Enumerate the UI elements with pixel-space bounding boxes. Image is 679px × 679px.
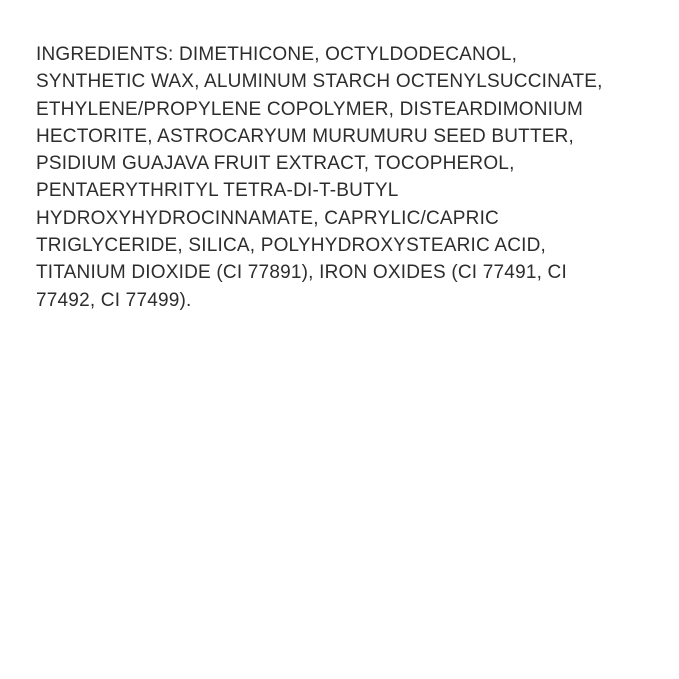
ingredients-line: TITANIUM DIOXIDE (CI 77891), IRON OXIDES (CI 77491, CI — [36, 262, 567, 284]
ingredients-line: SYNTHETIC WAX, ALUMINUM STARCH OCTENYLSUCCINATE, — [36, 71, 603, 93]
ingredients-line: INGREDIENTS: DIMETHICONE, OCTYLDODECANOL, — [36, 44, 518, 65]
ingredients-line: HYDROXYHYDROCINNAMATE, CAPRYLIC/CAPRIC — [36, 207, 499, 229]
ingredients-line: PSIDIUM GUAJAVA FRUIT EXTRACT, TOCOPHEROL, — [36, 153, 515, 175]
ingredients-line: HECTORITE, ASTROCARYUM MURUMURU SEED BUTTER, — [36, 125, 575, 147]
ingredients-line: TRIGLYCERIDE, SILICA, POLYHYDROXYSTEARIC ACID, — [36, 235, 547, 257]
ingredients-line: PENTAERYTHRITYL TETRA-DI-T-BUTYL — [36, 180, 399, 202]
ingredients-text-block — [36, 41, 651, 314]
ingredients-line: 77492, CI 77499). — [36, 289, 192, 311]
ingredients-line: ETHYLENE/PROPYLENE COPOLYMER, DISTEARDIMONIUM — [36, 98, 584, 120]
